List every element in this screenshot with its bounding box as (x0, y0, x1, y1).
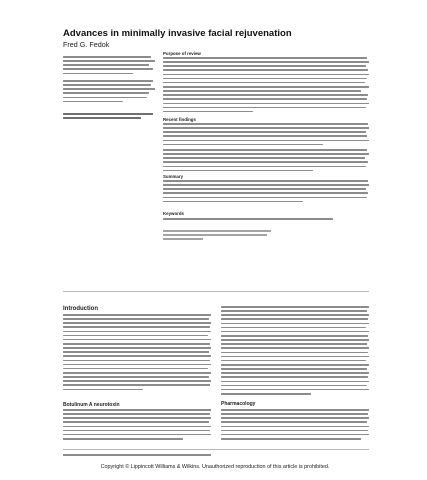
footer-divider (63, 449, 369, 450)
botulinum-heading: Botulinum A neurotoxin (63, 402, 120, 408)
article-title: Advances in minimally invasive facial rejuvenation (63, 28, 292, 39)
journal-citation (63, 113, 155, 121)
keywords-heading: Keywords (163, 211, 184, 216)
purpose-heading: Purpose of review (163, 51, 201, 56)
findings-heading: Recent findings (163, 117, 196, 122)
article-author: Fred G. Fedok (63, 40, 110, 49)
botulinum-text (63, 409, 211, 442)
body-right-text (221, 306, 369, 397)
footer-issn (63, 454, 213, 458)
copyright-info (163, 230, 273, 242)
summary-heading: Summary (163, 174, 184, 179)
introduction-text (63, 314, 211, 393)
summary-text (163, 180, 369, 205)
copyright-notice: Copyright © Lippincott Williams & Wilkins. Unauthorized reproduction of this article is prohibited. (100, 464, 330, 470)
findings-text-2 (163, 149, 369, 174)
purpose-text (163, 57, 369, 115)
keywords-text (163, 218, 369, 222)
pharmacology-heading: Pharmacology (221, 401, 256, 407)
author-affiliation (63, 56, 155, 77)
introduction-heading: Introduction (63, 306, 98, 312)
findings-text (163, 123, 369, 148)
correspondence-note (63, 80, 155, 105)
pharmacology-text (221, 409, 369, 442)
section-divider (63, 291, 369, 292)
